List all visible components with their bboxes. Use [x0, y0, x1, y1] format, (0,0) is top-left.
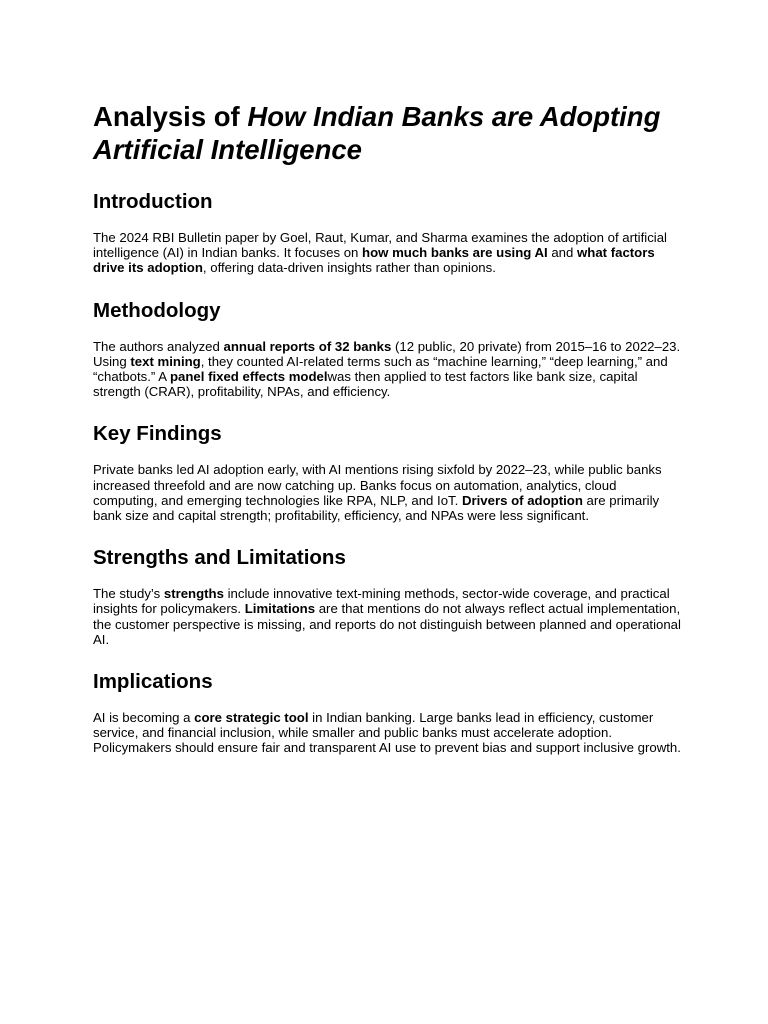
paragraph-implications — [93, 710, 683, 756]
heading-key-findings: Key Findings — [93, 422, 222, 446]
document-title — [93, 100, 683, 166]
text-run: and — [547, 245, 578, 261]
text-run: AI is becoming a — [93, 710, 195, 726]
text-run: include innovative text-mining methods, sector-wide coverage, and practical insights for policymakers. — [93, 586, 670, 617]
bold-run: text mining — [130, 353, 201, 369]
text-run: The 2024 RBI Bulletin paper by Goel, Raut, Kumar, and Sharma examines the adoption of artificial intelligence (AI) in Indian banks. It focuses on — [93, 230, 667, 261]
text-run: was then applied to test factors like bank size, capital strength (CRAR), profitability, NPAs, and efficiency. — [93, 369, 638, 400]
text-run: , offering data-driven insights rather than opinions. — [202, 260, 496, 276]
bold-run: what factors drive its adoption — [93, 245, 655, 276]
title-italic: How Indian Banks are Adopting Artificial Intelligence — [93, 101, 661, 165]
heading-implications: Implications — [93, 670, 213, 694]
text-run: Private banks led AI adoption early, with AI mentions rising sixfold by 2022–23, while public banks increased threefold and are now catching up. Banks focus on automation, analytics, cloud computing, and emerging technologies like RPA, NLP, and IoT. — [93, 462, 662, 508]
paragraph-strengths-limitations — [93, 586, 683, 647]
bold-run: annual reports of 32 banks — [223, 338, 392, 354]
heading-introduction: Introduction — [93, 190, 213, 213]
bold-run: Limitations — [244, 601, 316, 617]
title-prefix: Analysis of — [93, 101, 248, 132]
text-run: The study’s — [93, 586, 164, 602]
text-run: The authors analyzed — [93, 338, 224, 354]
text-run: (12 public, 20 private) from 2015–16 to 2022–23. Using — [93, 338, 681, 369]
paragraph-key-findings — [93, 462, 683, 523]
document-page — [93, 100, 683, 756]
bold-run: Drivers of adoption — [461, 492, 583, 508]
text-run: in Indian banking. Large banks lead in efficiency, customer service, and financial inclusion, while smaller and public banks must accelerate adoption. Policymakers should ensure fair and transparent AI use to prevent bias and support inclusive growth. — [93, 710, 681, 756]
text-run: are primarily bank size and capital strength; profitability, efficiency, and NPAs were less significant. — [93, 492, 660, 524]
heading-methodology: Methodology — [93, 298, 221, 322]
text-run: , they counted AI-related terms such as “machine learning,” “deep learning,” and “chatbots.” A — [93, 353, 668, 385]
paragraph-introduction — [93, 230, 683, 276]
text-run: are that mentions do not always reflect actual implementation, the customer perspective is missing, and reports do not distinguish between planned and operational AI. — [93, 601, 681, 647]
bold-run: core strategic tool — [194, 710, 309, 726]
paragraph-methodology — [93, 339, 683, 400]
bold-run: how much banks are using AI — [362, 245, 548, 261]
heading-strengths-limitations: Strengths and Limitations — [93, 546, 346, 570]
bold-run: strengths — [163, 586, 224, 602]
bold-run: panel fixed effects model — [169, 369, 328, 385]
